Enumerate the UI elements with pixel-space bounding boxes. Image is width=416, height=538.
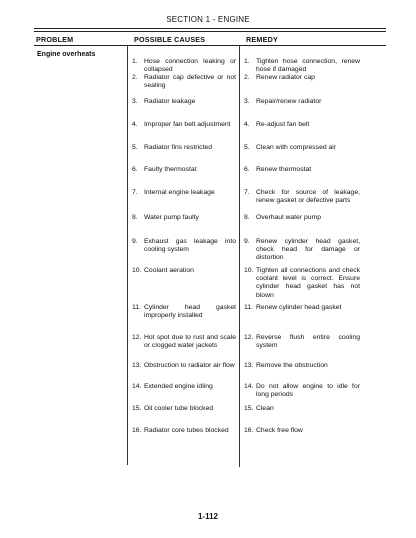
remedy-cell [244, 189, 360, 205]
remedy-number: 7. [244, 189, 250, 196]
top-rule [34, 28, 386, 29]
cause-text: Radiator leakage [144, 98, 196, 105]
cause-cell [132, 214, 236, 222]
cause-cell [132, 144, 236, 152]
cause-cell [132, 98, 236, 106]
remedy-cell [244, 334, 360, 350]
remedy-cell [244, 427, 360, 435]
remedy-text: Check free flow [256, 427, 303, 434]
remedy-cell [244, 304, 360, 312]
cause-text: Improper fan belt adjustment [144, 121, 231, 128]
cause-text: Extended engine idling [144, 383, 213, 390]
remedy-cell [244, 405, 360, 413]
remedy-cell [244, 267, 360, 300]
remedy-number: 2. [244, 74, 250, 81]
remedy-cell [244, 383, 360, 399]
cause-cell [132, 304, 236, 320]
remedy-text: Reverse flush entire cooling system [256, 334, 360, 350]
cause-cell [132, 238, 236, 254]
cause-text: Cylinder head gasket improperly installed [144, 304, 236, 320]
cause-number: 7. [132, 189, 138, 196]
remedy-number: 8. [244, 214, 250, 221]
cause-cell [132, 189, 236, 197]
remedy-text: Renew thermostat [256, 166, 312, 173]
cause-text: Radiator cap defective or not sealing [144, 74, 236, 90]
remedy-cell [244, 121, 360, 129]
remedy-number: 1. [244, 58, 250, 65]
cause-number: 16. [132, 427, 142, 434]
remedy-text: Remove the obstruction [256, 362, 328, 369]
cause-number: 6. [132, 166, 138, 173]
remedy-number: 5. [244, 144, 250, 151]
remedy-cell [244, 144, 360, 152]
cause-text: Hot spot due to rust and scale or clogged water jackets [144, 334, 236, 350]
cause-number: 5. [132, 144, 138, 151]
cause-cell [132, 383, 236, 391]
cause-text: Faulty thermostat [144, 166, 197, 173]
remedy-cell [244, 98, 360, 106]
remedy-text: Renew cylinder head gasket [256, 304, 342, 311]
cause-cell [132, 334, 236, 350]
remedy-number: 3. [244, 98, 250, 105]
cause-cell [132, 166, 236, 174]
header-rule [34, 45, 386, 46]
remedy-number: 12. [244, 334, 254, 341]
cause-number: 4. [132, 121, 138, 128]
remedy-text: Overhaul water pump [256, 214, 321, 221]
cause-text: Coolant aeration [144, 267, 194, 274]
cause-text: Obstruction to radiator air flow [144, 362, 235, 369]
header-problem: PROBLEM [36, 35, 74, 44]
section-title: SECTION 1 - ENGINE [166, 15, 250, 24]
cause-number: 14. [132, 383, 142, 390]
remedy-text: Tighten hose connection, renew hose if damaged [256, 58, 360, 74]
remedy-number: 15. [244, 405, 254, 412]
remedy-text: Tighten all connections and check coolant level is correct. Ensure cylinder head gasket has not blown [256, 267, 360, 299]
top-rule-double [34, 31, 386, 32]
remedy-cell [244, 214, 360, 222]
remedy-number: 6. [244, 166, 250, 173]
remedy-text: Clean with compressed air [256, 144, 337, 151]
cause-cell [132, 427, 236, 435]
cause-text: Radiator core tubes blocked [144, 427, 229, 434]
remedy-cell [244, 58, 360, 74]
cause-number: 1. [132, 58, 138, 65]
cause-cell [132, 362, 236, 370]
remedy-number: 4. [244, 121, 250, 128]
cause-number: 15. [132, 405, 142, 412]
cause-number: 2. [132, 74, 138, 81]
remedy-number: 13. [244, 362, 254, 369]
remedy-text: Renew cylinder head gasket, check head for damage or distortion [256, 238, 360, 262]
remedy-cell [244, 74, 360, 82]
problem-label: Engine overheats [37, 51, 96, 58]
cause-text: Water pump faulty [144, 214, 199, 221]
remedy-number: 14. [244, 383, 254, 390]
cause-number: 3. [132, 98, 138, 105]
column-divider-2 [239, 45, 240, 467]
remedy-cell [244, 238, 360, 263]
remedy-text: Check for source of leakage, renew gasket or defective parts [256, 189, 360, 205]
remedy-text: Renew radiator cap [256, 74, 315, 81]
cause-text: Oil cooler tube blocked [144, 405, 214, 412]
remedy-number: 10. [244, 267, 254, 274]
cause-cell [132, 121, 236, 129]
remedy-text: Clean [256, 405, 274, 412]
remedy-text: Re-adjust fan belt [256, 121, 310, 128]
cause-number: 8. [132, 214, 138, 221]
cause-text: Exhaust gas leakage into cooling system [144, 238, 236, 254]
column-divider-1 [127, 45, 128, 465]
cause-cell [132, 405, 236, 413]
cause-cell [132, 267, 236, 275]
page-number: 1-112 [197, 512, 219, 521]
cause-text: Radiator fins restricted [144, 144, 212, 151]
cause-number: 12. [132, 334, 142, 341]
remedy-text: Repair/renew radiator [256, 98, 322, 105]
cause-number: 9. [132, 238, 138, 245]
remedy-cell [244, 362, 360, 370]
remedy-number: 11. [244, 304, 253, 311]
cause-number: 11. [132, 304, 141, 311]
cause-number: 10. [132, 267, 142, 274]
cause-number: 13. [132, 362, 142, 369]
remedy-number: 9. [244, 238, 250, 245]
header-remedy: REMEDY [246, 35, 278, 44]
remedy-cell [244, 166, 360, 174]
cause-text: Hose connection leaking or collapsed [144, 58, 236, 74]
cause-cell [132, 74, 236, 90]
header-possible-causes: POSSIBLE CAUSES [134, 35, 206, 44]
cause-text: Internal engine leakage [144, 189, 215, 196]
cause-cell [132, 58, 236, 74]
remedy-number: 16. [244, 427, 254, 434]
remedy-text: Do not allow engine to idle for long periods [256, 383, 360, 399]
